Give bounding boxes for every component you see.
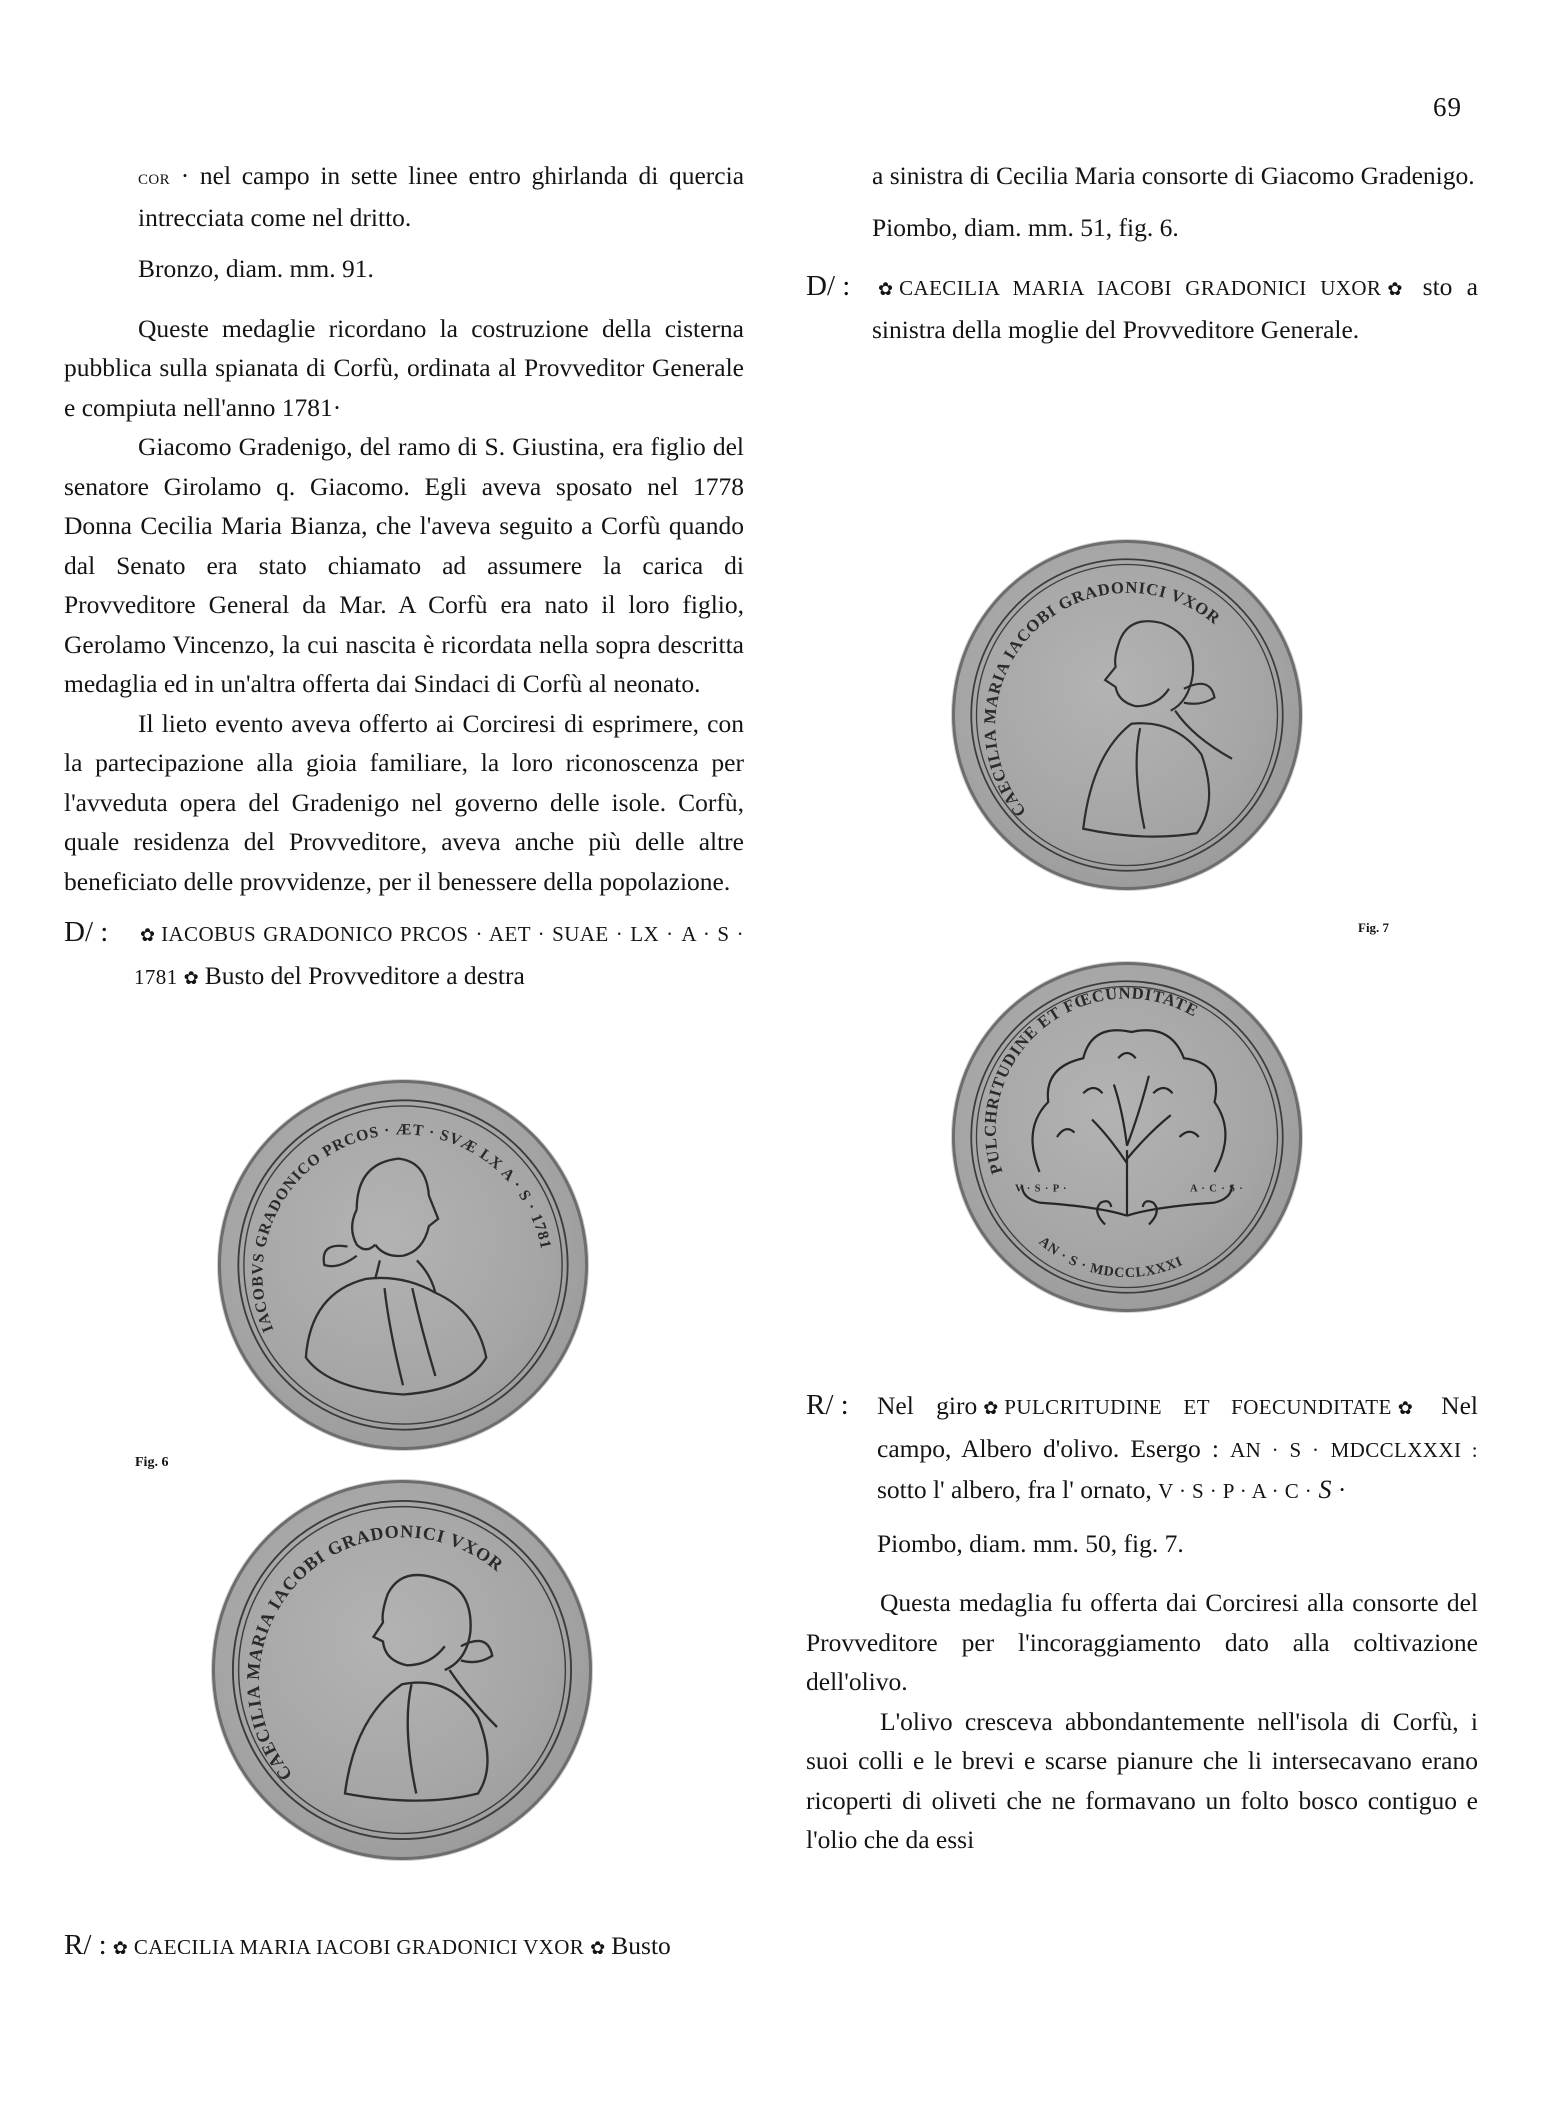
rosette-icon: ✿ (1387, 279, 1403, 299)
obverse-inscription: CAECILIA MARIA IACOBI GRADONICI UXOR (899, 276, 1382, 300)
medal-artwork (218, 1080, 588, 1450)
rosette-icon: ✿ (878, 279, 894, 299)
obverse-text: sto a sinistra della moglie del Provveditore Generale. (872, 272, 1478, 344)
continued-description: cor · nel campo in sette linee entro ghirlanda di quercia intrecciata come nel dritto. (138, 161, 745, 232)
rosette-icon: ✿ (140, 925, 156, 945)
reverse-field: Nel campo, Albero d'olivo. Esergo : (877, 1391, 1478, 1463)
figure-caption: Fig. 7 (1358, 920, 1390, 935)
reverse-text: Busto (611, 1931, 671, 1960)
medal-fig6-reverse (212, 1480, 592, 1860)
medal-exergue: AN · S · MDCCLXXXI (1035, 1234, 1186, 1282)
medal-side-right: A · C · S · (1190, 1183, 1244, 1195)
obverse-inscription: IACOBUS GRADONICO PRCOS · AET · SUAE · LX · (161, 922, 674, 946)
medal-artwork (952, 540, 1302, 890)
medal-side-left: V · S · P · (1015, 1183, 1068, 1195)
material-line: Piombo, diam. mm. 51, fig. 6. (872, 212, 1179, 242)
olive-tree-illustration (1022, 1030, 1232, 1224)
reverse-inscription: CAECILIA MARIA IACOBI GRADONICI VXOR (133, 1935, 585, 1959)
medal-artwork (212, 1480, 592, 1860)
exergue-date: MDCCLXXXI : (1330, 1437, 1478, 1462)
obverse-description (806, 267, 1478, 349)
figure-caption: Fig. 6 (135, 1455, 169, 1470)
paragraph: Giacomo Gradenigo, del ramo di S. Giustina, era figlio del senatore Girolamo q. Giacomo. Egli aveva sposato nel 1778 Donna Cecilia Maria Bianza, che l'aveva seguito a Corfù quando dal Senato era stato chiamato ad assumere la carica di Provveditore General da Mar. A Corfù era nato il loro figlio, Gerolamo Vincenzo, la cui nascita è ricordata nella sopra descritta medaglia ed in un'altra offerta dai Sindaci di Corfù al neonato. (64, 432, 744, 698)
medal-fig7-obverse (952, 540, 1302, 890)
reverse-label: R/ : (806, 1389, 849, 1421)
paragraph: Il lieto evento aveva offerto ai Corciresi di esprimere, con la partecipazione alla gioia familiare, la loro riconoscenza per l'avveduta opera del Gradenigo nel governo delle isole. Corfù, quale residenza del Provveditore, aveva anche più delle altre beneficiato delle provvidenze, per il benessere della popolazione. (64, 708, 744, 896)
right-column-text-bottom (806, 1386, 1478, 1860)
medal-inscription: IACOBVS GRADONICO PRCOS · ÆT · SVÆ LX A · S · 1781 (249, 1121, 555, 1335)
reverse-inscription: PULCRITUDINE ET FOECUNDITATE (1004, 1395, 1392, 1419)
reverse-label: R/ : (64, 1929, 107, 1961)
initials: V · S · P · A · C · (1158, 1479, 1313, 1503)
medal-artwork (952, 962, 1302, 1312)
paragraph: L'olivo cresceva abbondantemente nell'isola di Corfù, i suoi colli e le brevi e scarse pianure che li intersecavano erano ricoperti di oliveti che ne formavano un folto bosco contiguo e l'olio che da essi (806, 1706, 1478, 1854)
obverse-text: Busto del Provveditore a destra (204, 960, 525, 990)
paragraph: Queste medaglie ricordano la costruzione della cisterna pubblica sulla spianata di Corfù, ordinata al Provveditor Generale e compiuta nell'anno 1781· (64, 313, 744, 422)
reverse-description-left (64, 1926, 744, 1969)
obverse-label: D/ : (64, 916, 109, 948)
medal-inscription: CAECILIA MARIA IACOBI GRADONICI VXOR (980, 577, 1225, 821)
medal-fig6-obverse (218, 1080, 588, 1450)
paragraph: Questa medaglia fu offerta dai Corciresi alla consorte del Provveditore per l'incoraggiamento dato alla coltivazione dell'olivo. (806, 1588, 1478, 1696)
rosette-icon: ✿ (590, 1938, 606, 1958)
rosette-icon: ✿ (183, 967, 199, 988)
reverse-block: R/ : Nel giro ✿ PULCRITUDINE ET FOECUNDITATE ✿ Nel campo, Albero d'olivo. Esergo : AN · S · MDCCLXXXI : sotto l' albero, fra l' ornato, V · S · P · A · C · S · (806, 1386, 1478, 1512)
obverse-inscription-date: A · S · 1781 (134, 922, 744, 989)
bust-illustration (306, 1159, 486, 1395)
bust-illustration (1083, 621, 1232, 836)
bust-illustration (345, 1575, 497, 1801)
material-line: Piombo, diam. mm. 50, fig. 7. (877, 1528, 1184, 1558)
right-column-text-top (806, 156, 1478, 349)
medal-fig7-reverse (952, 962, 1302, 1312)
obverse-label: D/ : (806, 270, 851, 302)
rosette-icon: ✿ (983, 1398, 999, 1418)
page-number: 69 (1433, 92, 1462, 122)
medal-inscription: PULCHRITUDINE ET FŒCUNDITATE (980, 983, 1202, 1177)
continued-description: a sinistra di Cecilia Maria consorte di Giacomo Gradenigo. (872, 161, 1475, 190)
obverse-description (64, 913, 744, 998)
exergue-inscription: AN · S · (1230, 1437, 1320, 1462)
rosette-icon: ✿ (1397, 1398, 1413, 1418)
left-column-text (64, 156, 744, 998)
rosette-icon: ✿ (112, 1938, 128, 1958)
medal-inscription: CAECILIA MARIA IACOBI GRADONICI VXOR (242, 1521, 508, 1785)
inscription-fragment: cor (138, 165, 171, 189)
material-line: Bronzo, diam. mm. 91. (138, 254, 374, 283)
